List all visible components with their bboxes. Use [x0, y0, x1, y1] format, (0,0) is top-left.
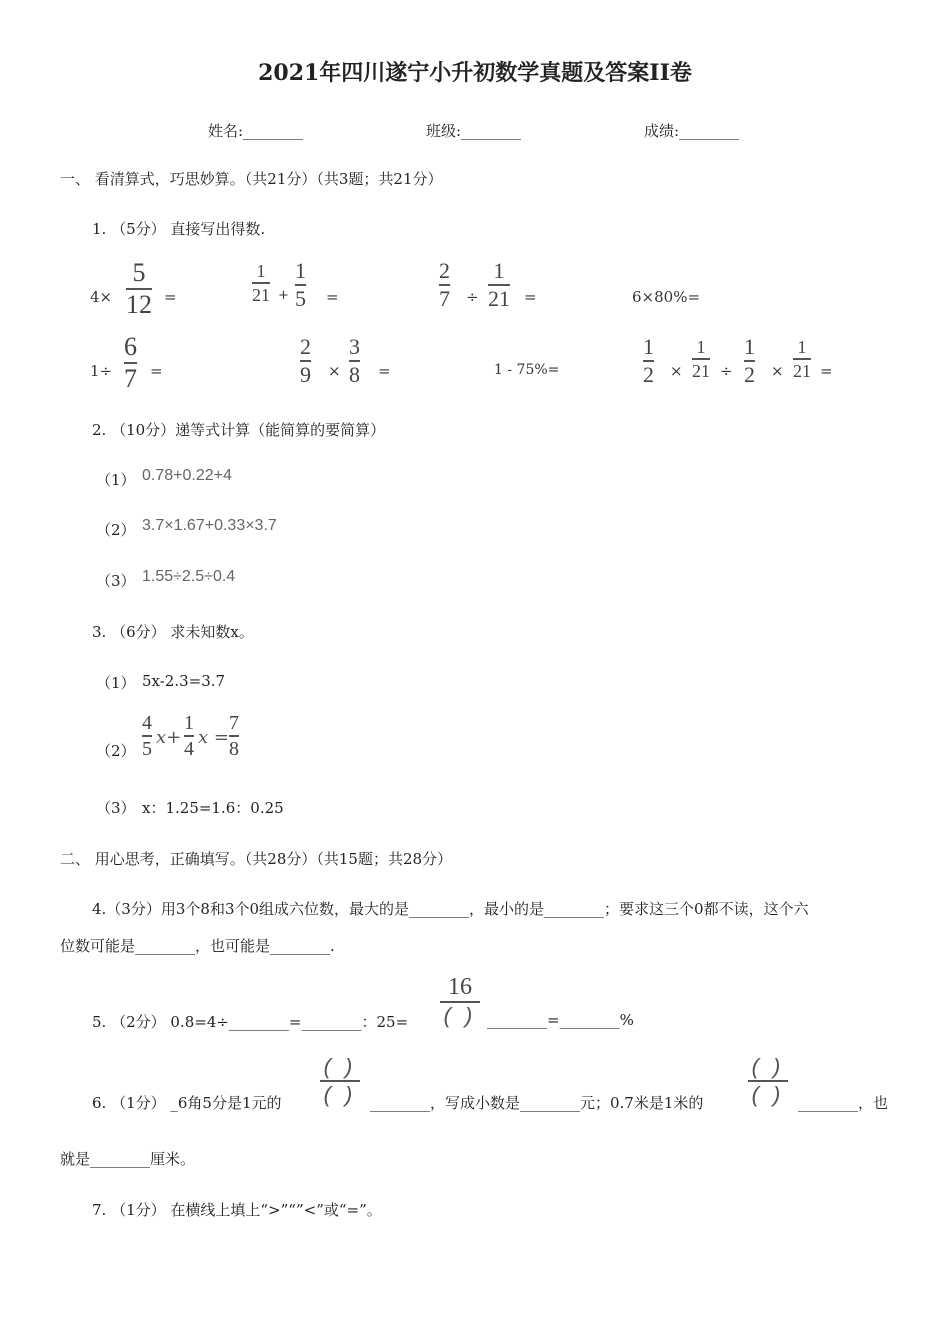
q2-label: 2. （10分）递等式计算（能简算的要简算）: [92, 421, 386, 439]
fraction: ( ) ( ): [320, 1056, 360, 1106]
q3-item-index: （3）: [96, 799, 136, 817]
x-term: x+: [156, 727, 182, 748]
fraction: 2 7: [439, 258, 450, 311]
fraction: 1 21: [488, 258, 510, 311]
equals: =: [326, 288, 339, 306]
q3-item-expr: x：1.25=1.6：0.25: [142, 799, 284, 817]
fraction: 1 21: [692, 337, 710, 381]
fraction: 7 8: [229, 712, 239, 760]
q3-item-index: （2）: [96, 742, 136, 760]
q6-text: 6. （1分） _6角5分是1元的: [92, 1094, 282, 1112]
equals: =: [820, 362, 833, 380]
q6-middle: ________，写成小数是________元；0.7米是1米的: [370, 1094, 704, 1112]
fraction: 1 4: [184, 712, 194, 760]
q6-suffix: ________，也: [798, 1094, 889, 1112]
equals: =: [524, 288, 537, 306]
times-op: ×: [328, 362, 341, 380]
fraction: 1 21: [252, 261, 270, 305]
plus-op: +: [278, 288, 289, 303]
q5-suffix: ________=________%: [487, 1011, 634, 1029]
q2-item-index: （2）: [96, 521, 136, 539]
fraction: 16 ( ): [440, 975, 480, 1027]
fraction: 5 12: [126, 258, 152, 319]
r2c-expr: 1 - 75%=: [494, 362, 560, 378]
divide-op: ÷: [466, 288, 479, 306]
name-field[interactable]: 姓名:________: [208, 122, 304, 140]
equals: =: [164, 288, 177, 306]
x-term: x =: [198, 727, 229, 748]
page-title: 2021年四川遂宁小升初数学真题及答案II卷: [258, 60, 692, 86]
section-1-heading: 一、 看清算式，巧思妙算。（共21分）（共3题；共21分）: [60, 170, 443, 188]
q2-item-expr: 3.7×1.67+0.33×3.7: [142, 517, 277, 534]
q4-text: 4.（3分）用3个8和3个0组成六位数，最大的是________，最小的是________；要求这三个0都不读，这个六: [92, 900, 809, 918]
q4-text-cont: 位数可能是________，也可能是________.: [60, 937, 335, 955]
fraction: 1 21: [793, 337, 811, 381]
fraction: 3 8: [349, 334, 360, 387]
section-2-heading: 二、 用心思考，正确填写。（共28分）（共15题；共28分）: [60, 850, 453, 868]
equals: =: [150, 362, 163, 380]
fraction: 1 2: [744, 334, 755, 387]
q2-item-index: （3）: [96, 572, 136, 590]
fraction: 4 5: [142, 712, 152, 760]
q3-item-index: （1）: [96, 674, 136, 692]
divide-op: ÷: [720, 362, 733, 380]
q1-label: 1. （5分） 直接写出得数.: [92, 220, 266, 238]
q3-item-expr: 5x-2.3=3.7: [142, 672, 226, 690]
times-op: ×: [771, 362, 784, 380]
class-field[interactable]: 班级:________: [426, 122, 522, 140]
r2a-prefix: 1÷: [90, 362, 113, 380]
fraction: 6 7: [124, 332, 137, 393]
q6-text-cont: 就是________厘米。: [60, 1150, 196, 1168]
fraction: 1 5: [295, 258, 306, 311]
r1a-prefix: 4×: [90, 288, 113, 306]
fraction: 1 2: [643, 334, 654, 387]
times-op: ×: [670, 362, 683, 380]
q5-text: 5. （2分） 0.8=4÷________=________：25=: [92, 1013, 409, 1031]
equals: =: [378, 362, 391, 380]
fraction: 2 9: [300, 334, 311, 387]
q3-label: 3. （6分） 求未知数x。: [92, 623, 254, 641]
q2-item-expr: 0.78+0.22+4: [142, 467, 232, 484]
fraction: ( ) ( ): [748, 1056, 788, 1106]
q2-item-expr: 1.55÷2.5÷0.4: [142, 568, 236, 585]
q2-item-index: （1）: [96, 471, 136, 489]
q7-text: 7. （1分） 在横线上填上“>”“”<”或“=”。: [92, 1201, 382, 1219]
r1d-expr: 6×80%=: [632, 288, 701, 306]
score-field[interactable]: 成绩:________: [644, 122, 740, 140]
